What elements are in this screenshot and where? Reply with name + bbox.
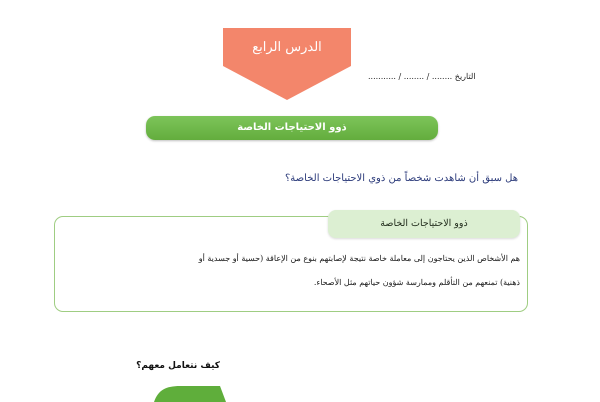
topic-title: ذوو الاحتياجات الخاصة [146, 116, 438, 140]
lesson-banner-shape [223, 28, 351, 100]
date-label: التاريخ [454, 72, 476, 81]
question-text: هل سبق أن شاهدت شخصاً من ذوي الاحتياجات الخاصة؟ [284, 173, 518, 184]
definition-line-1: هم الأشخاص الذين يحتاجون إلى معاملة خاصة نتيجة لإصابتهم بنوع من الإعاقة (حسية أو جسدية أو [198, 254, 520, 263]
how-to-deal-heading: كيف نتعامل معهم؟ [136, 361, 220, 371]
definition-line-2: ذهنية) تمنعهم من التأقلم وممارسة شؤون حياتهم مثل الأصحاء. [313, 278, 520, 287]
lesson-banner [223, 28, 351, 100]
date-blanks: ........ / ........ / ........... [368, 72, 453, 81]
definition-text [68, 254, 520, 287]
date-line [368, 72, 536, 81]
green-banner-partial [136, 384, 226, 402]
lesson-title: الدرس الرابع [252, 40, 322, 55]
definition-heading: ذوو الاحتياجات الخاصة [328, 210, 520, 238]
